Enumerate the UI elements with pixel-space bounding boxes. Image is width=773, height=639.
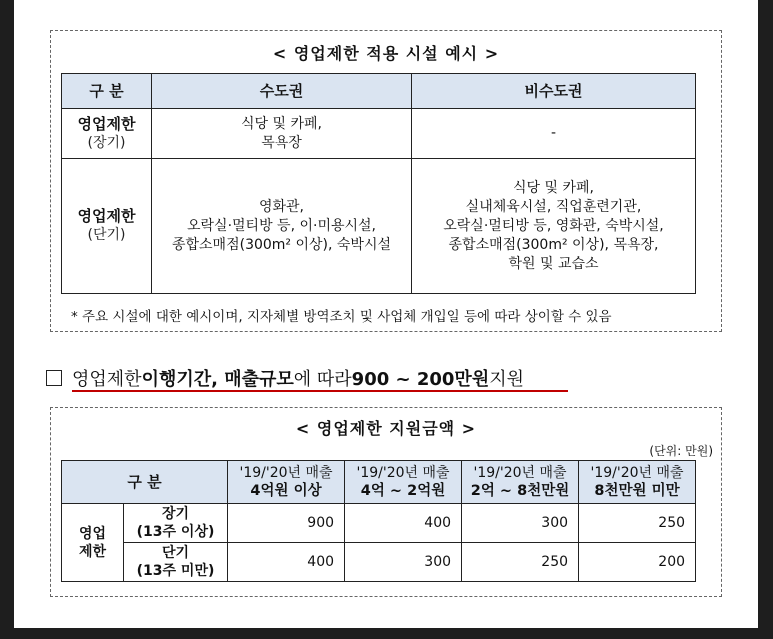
support-amount-box bbox=[50, 407, 722, 597]
row-label: 영업제한 (장기) bbox=[62, 109, 152, 159]
header-category: 구 분 bbox=[62, 461, 228, 504]
capital-cell: 식당 및 카페, 목욕장 bbox=[152, 109, 412, 159]
table-row bbox=[62, 159, 696, 294]
header-category: 구 분 bbox=[62, 74, 152, 109]
facility-example-box bbox=[50, 30, 722, 332]
document-page bbox=[14, 0, 758, 628]
amount-cell: 200 bbox=[579, 543, 696, 582]
header-column: '19/'20년 매출 4억원 이상 bbox=[228, 461, 345, 504]
header-capital: 수도권 bbox=[152, 74, 412, 109]
group-label: 영업 제한 bbox=[62, 504, 124, 582]
bullet-line: 영업제한 이행기간, 매출규모 에 따라 900 ~ 200만원 지원 bbox=[46, 364, 524, 392]
amount-cell: 300 bbox=[462, 504, 579, 543]
checkbox-icon bbox=[46, 370, 62, 386]
support-box-title: < 영업제한 지원금액 > bbox=[295, 419, 477, 438]
red-underline bbox=[72, 390, 568, 392]
amount-cell: 400 bbox=[228, 543, 345, 582]
amount-cell: 300 bbox=[345, 543, 462, 582]
table-row bbox=[62, 504, 696, 543]
amount-cell: 250 bbox=[579, 504, 696, 543]
noncapital-cell: 식당 및 카페, 실내체육시설, 직업훈련기관, 오락실·멀티방 등, 영화관, 숙박시설, 종합소매점(300m² 이상), 목욕장, 학원 및 교습소 bbox=[412, 159, 696, 294]
unit-label: (단위: 만원) bbox=[649, 444, 713, 458]
amount-cell: 250 bbox=[462, 543, 579, 582]
facility-note: * 주요 시설에 대한 예시이며, 지자체별 방역조치 및 사업체 개입일 등에 따라 상이할 수 있음 bbox=[71, 309, 612, 325]
support-table bbox=[61, 460, 696, 582]
table-row bbox=[62, 109, 696, 159]
noncapital-cell: - bbox=[412, 109, 696, 159]
facility-table bbox=[61, 73, 696, 294]
row-label: 영업제한 (단기) bbox=[62, 159, 152, 294]
amount-cell: 900 bbox=[228, 504, 345, 543]
table-row bbox=[62, 543, 696, 582]
header-column: '19/'20년 매출 2억 ~ 8천만원 bbox=[462, 461, 579, 504]
row-label: 장기 (13주 이상) bbox=[124, 504, 228, 543]
header-column: '19/'20년 매출 4억 ~ 2억원 bbox=[345, 461, 462, 504]
amount-cell: 400 bbox=[345, 504, 462, 543]
header-noncapital: 비수도권 bbox=[412, 74, 696, 109]
row-label: 단기 (13주 미만) bbox=[124, 543, 228, 582]
header-column: '19/'20년 매출 8천만원 미만 bbox=[579, 461, 696, 504]
capital-cell: 영화관, 오락실·멀티방 등, 이·미용시설, 종합소매점(300m² 이상), 숙박시설 bbox=[152, 159, 412, 294]
facility-box-title: < 영업제한 적용 시설 예시 > bbox=[272, 44, 500, 63]
